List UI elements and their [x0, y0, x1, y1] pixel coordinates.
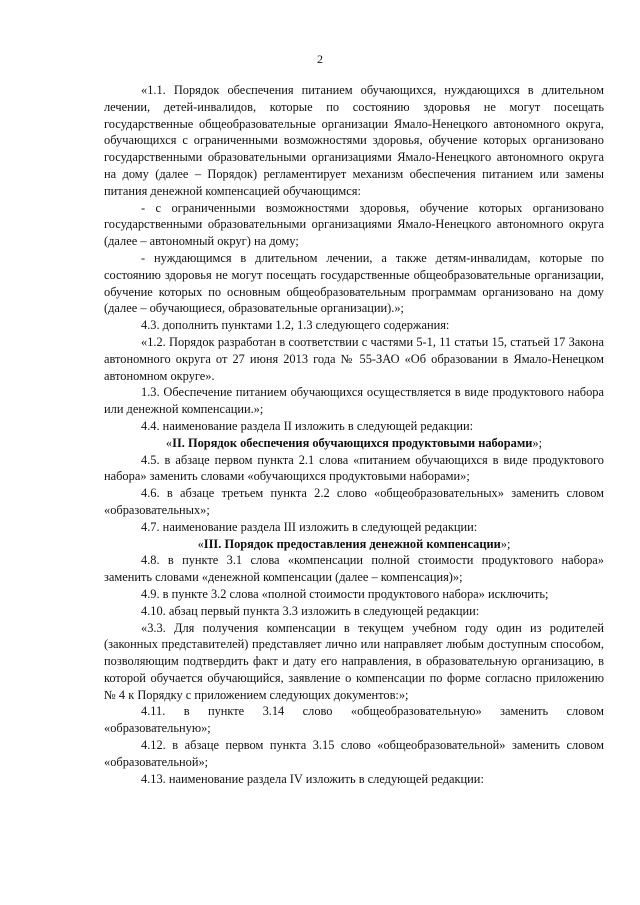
- paragraph-4-3: 4.3. дополнить пунктами 1.2, 1.3 следующего содержания:: [141, 318, 450, 333]
- paragraph-4-4: 4.4. наименование раздела II изложить в следующей редакции:: [141, 418, 474, 433]
- section-2-heading: [104, 435, 604, 452]
- section-3-heading-title: III. Порядок предоставления денежной компенсации: [203, 536, 501, 551]
- paragraph-4-5: 4.5. в абзаце первом пункта 2.1 слова «питанием обучающихся в виде продуктового набора» заменить словами «обучающихся продуктовыми наборами»;: [104, 452, 604, 484]
- paragraph-4-12: 4.12. в абзаце первом пункта 3.15 слово «общеобразовательной» заменить словом «образовательной»;: [104, 738, 604, 769]
- paragraph-3-3: «3.3. Для получения компенсации в текущем учебном году один из родителей (законных представителей) представляет лично или направляет любым доступным способом, позволяющим подтвердить факт и дату его направления, в образовательную организацию, в которой обучается обучающийся, заявление о компенсации по форме согласно приложению № 4 к Порядку с приложением следующих документов:»;: [104, 620, 604, 702]
- paragraph-list-item-1: - с ограниченными возможностями здоровья, обучение которых организовано государственными образовательными организациями Ямало-Ненецкого автономного округа (далее – автономный округ) на дому;: [104, 200, 604, 249]
- paragraph-4-6: 4.6. в абзаце третьем пункта 2.2 слово «общеобразовательных» заменить словом «образовательных»;: [104, 486, 604, 517]
- section-3-heading: [104, 536, 604, 553]
- paragraph-4-11: 4.11. в пункте 3.14 слово «общеобразовательную» заменить словом «образовательную»;: [104, 704, 604, 736]
- paragraph-4-9: 4.9. в пункте 3.2 слова «полной стоимости продуктового набора» исключить;: [141, 586, 549, 601]
- paragraph-4-7: 4.7. наименование раздела III изложить в следующей редакции:: [141, 519, 478, 534]
- section-2-heading-close: »;: [532, 435, 543, 450]
- section-3-heading-open: «: [197, 536, 204, 551]
- section-2-heading-title: II. Порядок обеспечения обучающихся продуктовыми наборами: [172, 435, 533, 450]
- paragraph-1-2: «1.2. Порядок разработан в соответствии с частями 5-1, 11 статьи 15, статьей 17 Закона автономного округа от 27 июня 2013 года № 55-ЗАО «Об образовании в Ямало-Ненецком автономном округе».: [104, 334, 604, 383]
- page-number: 2: [317, 52, 323, 66]
- paragraph-list-item-2: - нуждающимся в длительном лечении, а также детям-инвалидам, которые по состоянию здоровья не могут посещать государственные общеобразовательные организации, обучение которых по основным общеобразовательным программам организовано на дому (далее – обучающиеся, образовательные организации).»;: [104, 250, 604, 316]
- paragraph-4-8: 4.8. в пункте 3.1 слова «компенсации полной стоимости продуктового набора» заменить словами «денежной компенсации (далее – компенсация)»;: [104, 553, 604, 585]
- paragraph-4-10: 4.10. абзац первый пункта 3.3 изложить в следующей редакции:: [141, 603, 480, 618]
- section-3-heading-close: »;: [500, 536, 511, 551]
- section-2-heading-open: «: [165, 435, 173, 450]
- paragraph-1-1: «1.1. Порядок обеспечения питанием обучающихся, нуждающихся в длительном лечении, детей-инвалидов, которые по состоянию здоровья не могут посещать государственные общеобразовательные организации Ямало-Ненецкого автономного округа, обучающихся с ограниченными возможностями здоровья, обучение которых организовано государственными образовательными организациями Ямало-Ненецкого автономного округа на дому (далее – Порядок) регламентирует механизм обеспечения питанием или замены питания денежной компенсацией обучающимся:: [104, 83, 604, 198]
- paragraph-4-13: 4.13. наименование раздела IV изложить в следующей редакции:: [141, 771, 484, 786]
- paragraph-1-3: 1.3. Обеспечение питанием обучающихся осуществляется в виде продуктового набора или денежной компенсации.»;: [104, 385, 604, 417]
- document-body: [104, 82, 604, 787]
